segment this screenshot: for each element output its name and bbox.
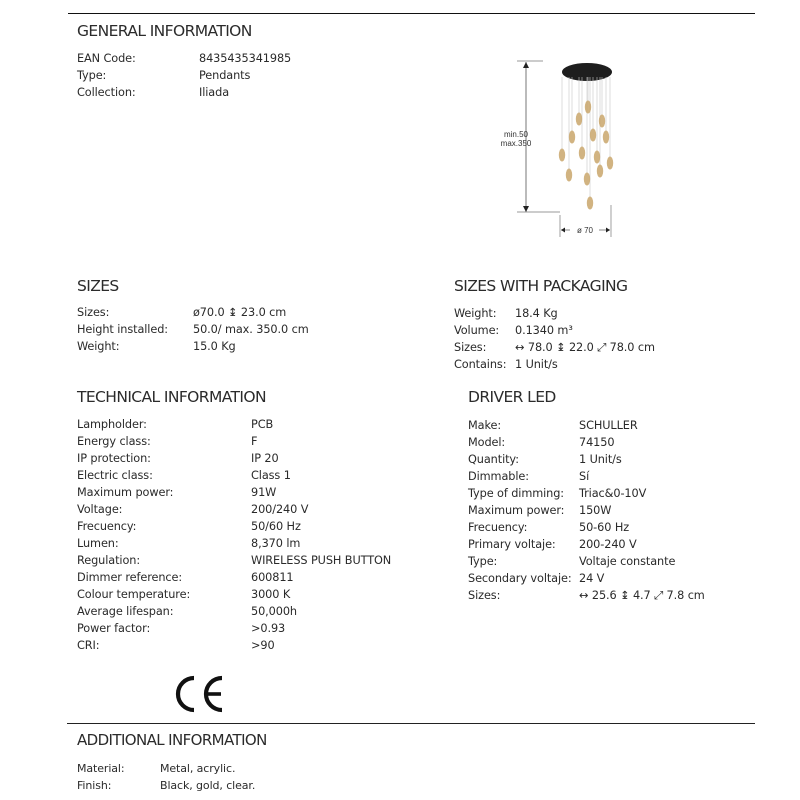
spec-value: 15.0 Kg [193,340,236,353]
spec-label: IP protection: [77,452,151,465]
spec-label: Material: [77,762,125,775]
spec-label: Colour temperature: [77,588,191,601]
spec-value: 200/240 V [251,503,309,516]
spec-label: Lumen: [77,537,119,550]
spec-value: 18.4 Kg [515,307,558,320]
pendant-shade [599,115,605,128]
spec-value: 1 Unit/s [579,453,622,466]
spec-value: 200-240 V [579,538,637,551]
arrow-right-icon [606,228,610,233]
spec-value: Black, gold, clear. [160,778,256,792]
spec-value: Metal, acrylic. [160,762,236,775]
spec-label: Regulation: [77,554,141,567]
spec-value: Sí [579,470,590,483]
spec-label: Weight: [77,340,120,353]
arrow-down-icon [523,206,529,212]
spec-value: IP 20 [251,452,279,465]
spec-value: >0.93 [251,622,286,635]
spec-value: 50.0/ max. 350.0 cm [193,323,309,336]
pendant-shade [603,131,609,144]
spec-label: Type of dimming: [468,487,565,500]
pendant-shade [587,197,593,210]
pendants-group [559,101,613,210]
spec-value: 91W [251,486,277,499]
spec-value: 600811 [251,571,294,584]
spec-label: Sizes: [468,589,501,602]
pendant-shade [585,101,591,114]
spec-value: ø70.0 ↨ 23.0 cm [193,306,287,319]
spec-value: WIRELESS PUSH BUTTON [251,554,392,567]
height-min-label: min.50 [503,130,529,139]
spec-label: Collection: [77,86,136,99]
spec-value: Class 1 [251,469,291,482]
spec-label: EAN Code: [77,52,136,65]
spec-label: Contains: [454,358,507,371]
spec-value: 1 Unit/s [515,358,558,371]
spec-value: 50-60 Hz [579,521,630,534]
spec-label: Weight: [454,307,497,320]
spec-label: Secondary voltaje: [468,572,572,585]
pendant-shade [594,151,600,164]
spec-value: Pendants [199,69,251,82]
spec-label: Average lifespan: [77,605,174,618]
spec-value: Voltaje constante [579,555,676,568]
spec-label: Finish: [77,778,112,792]
spec-value: 8,370 lm [251,537,301,550]
additional-information-heading: ADDITIONAL INFORMATION [77,731,267,749]
spec-label: Height installed: [77,323,168,336]
pendant-shade [579,147,585,160]
spec-label: Primary voltaje: [468,538,556,551]
pendant-shade [576,113,582,126]
top-divider [68,13,755,14]
spec-label: Quantity: [468,453,519,466]
spec-value: 74150 [579,436,615,449]
spec-label: Voltage: [77,503,123,516]
spec-label: Maximum power: [77,486,174,499]
spec-value: 50,000h [251,605,297,618]
sizes-heading: SIZES [77,277,119,295]
ce-mark-icon [174,674,226,714]
spec-label: Frecuency: [77,520,137,533]
pendant-shade [590,129,596,142]
spec-label: Sizes: [77,306,110,319]
spec-label: Sizes: [454,341,487,354]
arrow-up-icon [523,62,529,68]
spec-value: SCHULLER [579,419,638,432]
spec-label: Type: [468,555,498,568]
pendant-shade [607,157,613,170]
spec-label: Electric class: [77,469,153,482]
spec-label: Volume: [454,324,500,337]
spec-label: Power factor: [77,622,151,635]
spec-value: ↔ 78.0 ↨ 22.0 ⤢ 78.0 cm [515,341,655,354]
packaging-heading: SIZES WITH PACKAGING [454,277,628,295]
spec-label: Lampholder: [77,418,147,431]
spec-value: 24 V [579,572,605,585]
spec-value: 0.1340 m³ [515,324,573,337]
pendant-shade [584,173,590,186]
technical-information-heading: TECHNICAL INFORMATION [77,388,266,406]
spec-value: 3000 K [251,588,291,601]
spec-label: Dimmable: [468,470,529,483]
spec-value: PCB [251,418,274,431]
spec-value: ↔ 25.6 ↨ 4.7 ⤢ 7.8 cm [579,589,705,602]
spec-value: >90 [251,639,275,652]
spec-value: 8435435341985 [199,52,292,65]
bottom-divider [67,723,755,724]
spec-value: Triac&0-10V [579,487,647,500]
pendant-shade [569,131,575,144]
driver-led-heading: DRIVER LED [468,388,556,406]
pendant-shade [559,149,565,162]
spec-label: Maximum power: [468,504,565,517]
diameter-label: ø 70 [576,226,594,235]
spec-label: Frecuency: [468,521,528,534]
spec-label: CRI: [77,639,100,652]
spec-label: Energy class: [77,435,151,448]
pendant-shade [597,165,603,178]
height-max-label: max.350 [500,139,532,148]
spec-value: 50/60 Hz [251,520,301,533]
spec-label: Model: [468,436,506,449]
spec-value: Iliada [199,86,230,99]
product-dimension-drawing [498,55,618,240]
pendant-shade [566,169,572,182]
spec-value: F [251,435,258,448]
general-information-heading: GENERAL INFORMATION [77,22,252,40]
spec-value: 150W [579,504,612,517]
arrow-left-icon [561,228,565,233]
spec-label: Dimmer reference: [77,571,183,584]
spec-label: Make: [468,419,502,432]
spec-label: Type: [77,69,107,82]
